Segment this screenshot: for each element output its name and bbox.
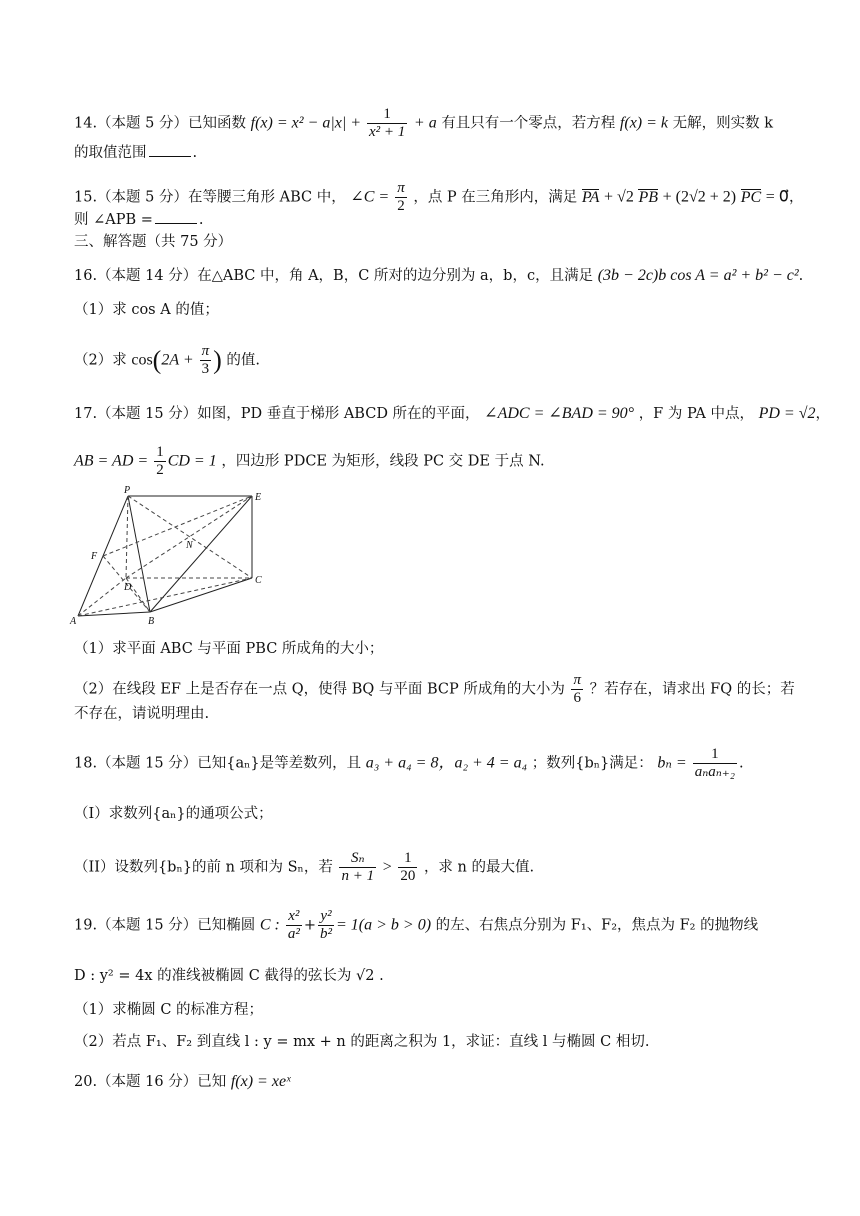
q18-eq2: ，a₂ + 4 = a₄ bbox=[438, 754, 528, 772]
q14-function: f(x) = x² − a|x| + bbox=[250, 114, 366, 132]
q19-part1: （1）求椭圆 C 的标准方程； bbox=[74, 1002, 264, 1018]
q15-head: 15.（本题 5 分）在等腰三角形 ABC 中， bbox=[74, 189, 346, 206]
q17-pd: PD = √2 bbox=[758, 405, 816, 422]
q16-part2: （2）求 cos(2A + $\frac{\pi}{3}$ ) 的值. bbox=[74, 343, 261, 377]
q18-eq1: a₃ + a₄ = 8 bbox=[365, 754, 439, 772]
section-heading: 三、解答题（共 75 分） bbox=[74, 234, 233, 250]
answer-blank bbox=[155, 223, 197, 224]
q14-line2: 的取值范围 . bbox=[74, 145, 198, 161]
q17-angles: ∠ADC = ∠BAD = 90° bbox=[484, 405, 635, 422]
label-n: N bbox=[186, 540, 193, 551]
label-e: E bbox=[255, 492, 262, 503]
q18-part1: （I）求数列{aₙ}的通项公式； bbox=[74, 806, 273, 822]
q18-fraction: $\frac{1}{\text{aₙaₙ₊₂}}$ bbox=[694, 746, 735, 780]
q17-line2: AB = AD = $\frac{1}{2}$ CD = 1 ，四边形 PDCE 为矩形，线段 PC 交 DE 于点 N. bbox=[74, 444, 545, 478]
q14-end: 无解，则实数 k bbox=[672, 115, 774, 132]
q17-pi-6: $\frac{\pi}{6}$ bbox=[573, 672, 581, 706]
edge-pb bbox=[128, 496, 150, 612]
answer-blank bbox=[149, 156, 191, 157]
q18-line1: 18.（本题 15 分）已知{aₙ}是等差数列，且 a₃ + a₄ = 8，a₂ + 4 = a₄ ；数列{bₙ}满足： bₙ = $\frac{1}{\text{aₙaₙ₊₂}}$ . bbox=[74, 746, 744, 780]
edge-ac bbox=[78, 578, 252, 616]
edge-pd bbox=[126, 496, 128, 578]
q14-equation: f(x) = k bbox=[619, 114, 669, 132]
q16-line1: 16.（本题 14 分）在△ABC 中，角 A，B，C 所对的边分别为 a，b，c，且满足 (3b − 2c)b cos A = a² + b² − c². bbox=[74, 267, 804, 284]
q14-mid: 有且只有一个零点，若方程 bbox=[441, 115, 616, 132]
q20-function: f(x) = xeˣ bbox=[230, 1073, 291, 1090]
q16-cos: cos bbox=[131, 351, 153, 369]
q17-line1: 17.（本题 15 分）如图，PD 垂直于梯形 ABCD 所在的平面， ∠ADC = ∠BAD = 90° ，F 为 PA 中点， PD = √2， bbox=[74, 405, 830, 422]
q15-angle-apb: 则 ∠APB = bbox=[74, 212, 153, 228]
q14-tail: + a bbox=[413, 114, 437, 132]
vector-pa: PA bbox=[581, 188, 600, 206]
q15-line1: 15.（本题 5 分）在等腰三角形 ABC 中， ∠C = $\frac{\pi}{2}$ ，点 P 在三角形内，满足 PA + √2 PB + (2√2 + 2) PC = 0⃗， bbox=[74, 180, 804, 214]
q19-part2: （2）若点 F₁、F₂ 到直线 l : y = mx + n 的距离之积为 1，求证：直线 l 与椭圆 C 相切. bbox=[74, 1034, 650, 1050]
q18-part2: （II）设数列{bₙ}的前 n 项和为 Sₙ，若 $\frac{\text{Sₙ}}{n + 1}$ > $\frac{1}{20}$ ，求 n 的最大值. bbox=[74, 850, 535, 884]
label-d: D bbox=[124, 582, 132, 593]
q14-line1 bbox=[74, 106, 800, 141]
label-p: P bbox=[124, 485, 131, 496]
vector-pc: PC bbox=[740, 188, 762, 206]
q17-fraction: $\frac{1}{2}$ bbox=[156, 444, 164, 478]
q17-part1: （1）求平面 ABC 与平面 PBC 所成角的大小； bbox=[74, 641, 384, 657]
q16-equation: (3b − 2c)b cos A = a² + b² − c² bbox=[597, 267, 799, 284]
vector-pb: PB bbox=[638, 188, 658, 206]
q15-line2: 则 ∠APB = . bbox=[74, 212, 204, 228]
label-a: A bbox=[70, 616, 77, 626]
q14-range-text: 的取值范围 bbox=[74, 145, 147, 161]
q16-part1: （1）求 cos A 的值； bbox=[74, 302, 219, 318]
q14-fraction: $\frac{1}{\text{x² + 1}}$ bbox=[369, 106, 406, 140]
q15-angle: ∠C = bbox=[350, 188, 394, 206]
q17-part2: （2）在线段 EF 上是否存在一点 Q，使得 BQ 与平面 BCP 所成角的大小为 $\frac{\pi}{6}$ ？若存在，请求出 FQ 的长；若 bbox=[74, 672, 795, 706]
label-c: C bbox=[255, 575, 262, 586]
label-b: B bbox=[148, 616, 155, 626]
q15-zero: = 0⃗ bbox=[765, 188, 789, 206]
q19-line1: 19.（本题 15 分）已知椭圆 C : $\frac{\text{x²}}{\text{a²}}$ + $\frac{\text{y²}}{\text{b²}}$ = 1(a > b > 0) 的左、右焦点分别为 F₁、F₂，焦点为 F₂ 的抛物线 bbox=[74, 908, 759, 942]
q17-part2-line2: 不存在，请说明理由. bbox=[74, 706, 210, 722]
q15-mid: ，点 P 在三角形内，满足 bbox=[413, 189, 578, 206]
q15-fraction: $\frac{\pi}{2}$ bbox=[397, 180, 405, 214]
q15-coef-b: + √2 bbox=[604, 188, 634, 206]
q16-fraction: $\frac{\pi}{3}$ bbox=[201, 343, 210, 377]
q19-line2: D : y² = 4x 的准线被椭圆 C 截得的弦长为 √2 . bbox=[74, 968, 384, 984]
q15-coef-c: + (2√2 + 2) bbox=[662, 188, 737, 206]
edge-fe bbox=[103, 496, 252, 556]
label-f: F bbox=[91, 551, 98, 562]
q20-line1: 20.（本题 16 分）已知 f(x) = xeˣ bbox=[74, 1073, 291, 1090]
q14-head: 14.（本题 5 分）已知函数 bbox=[74, 115, 247, 132]
q16-head: 16.（本题 14 分）在△ABC 中，角 A，B，C 所对的边分别为 a，b，c，且满足 bbox=[74, 268, 594, 284]
geometry-figure bbox=[66, 484, 276, 626]
